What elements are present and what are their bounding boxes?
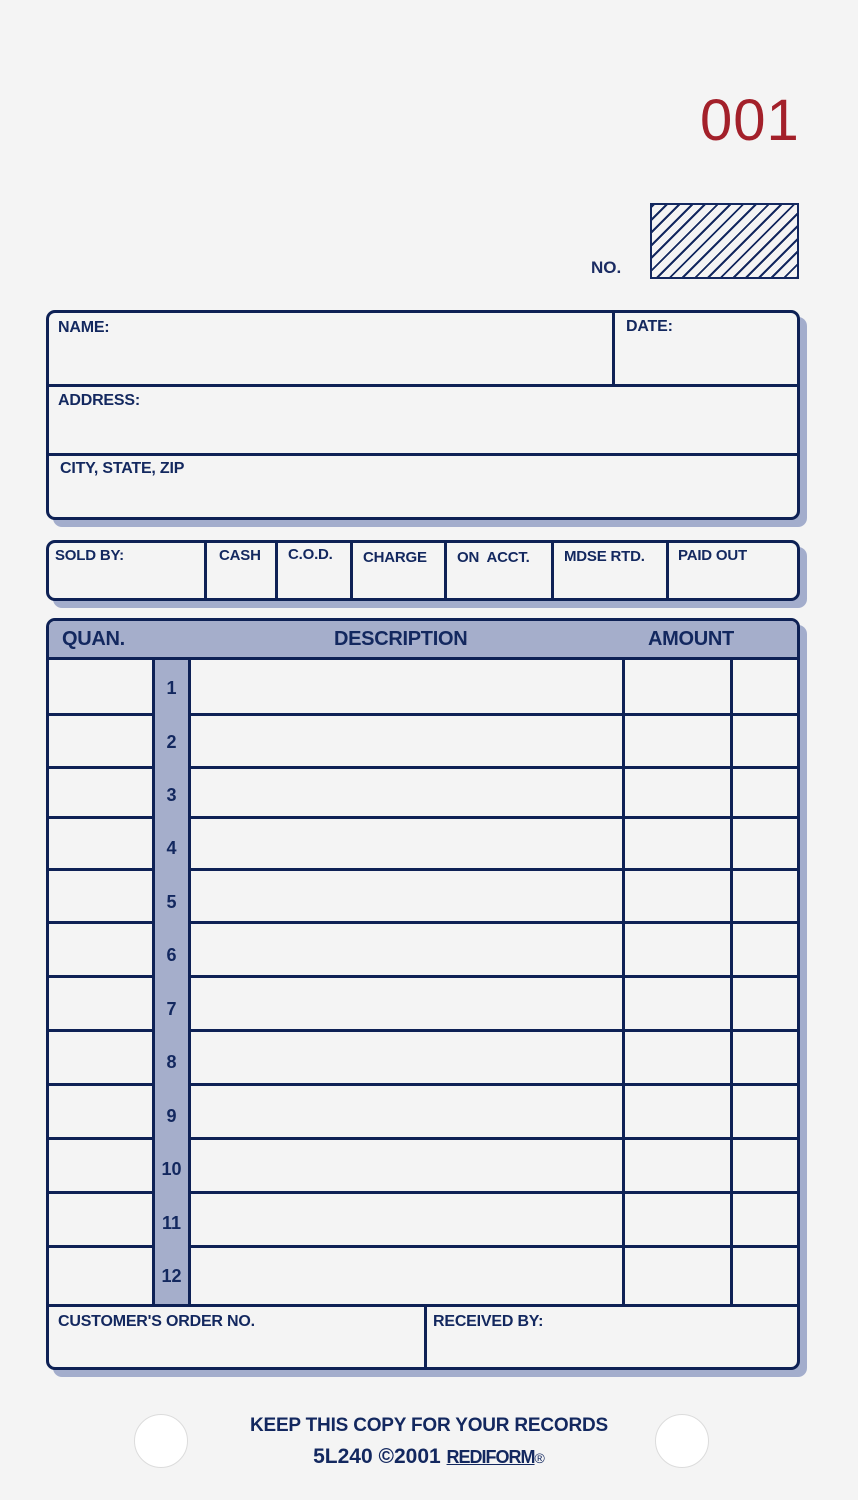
row-line — [49, 868, 152, 871]
table-header — [49, 621, 797, 660]
name-label: NAME: — [58, 319, 110, 336]
divider — [622, 660, 625, 1305]
row-line — [49, 1191, 152, 1194]
line-number: 3 — [166, 785, 177, 805]
row-line — [49, 975, 152, 978]
received-by-field[interactable] — [427, 1307, 797, 1367]
line-number: 11 — [161, 1213, 182, 1233]
received-by-label: RECEIVED BY: — [433, 1313, 544, 1330]
divider — [730, 660, 733, 1305]
row-line — [49, 1137, 152, 1140]
copyright: ©2001 — [378, 1445, 441, 1468]
hatched-box-icon — [650, 203, 799, 279]
keep-copy-notice: KEEP THIS COPY FOR YOUR RECORDS — [249, 1415, 609, 1436]
line-number: 9 — [166, 1106, 177, 1126]
on-account-label: ON ACCT. — [457, 549, 530, 566]
row-line — [191, 975, 797, 978]
brand-logo: REDIFORM — [446, 1447, 535, 1467]
city-state-zip-field[interactable] — [49, 456, 797, 517]
cod-label: C.O.D. — [288, 546, 333, 563]
row-line — [191, 1083, 797, 1086]
date-field[interactable] — [615, 313, 797, 385]
line-number: 4 — [166, 838, 177, 858]
row-line — [49, 713, 152, 716]
column-header-quantity: QUAN. — [62, 628, 125, 650]
cash-label: CASH — [219, 547, 261, 564]
sold-by-field[interactable] — [49, 543, 204, 598]
paid-out-label: PAID OUT — [678, 547, 747, 564]
row-line — [49, 766, 152, 769]
row-line — [49, 1083, 152, 1086]
payment-option-mdse-rtd[interactable] — [554, 543, 666, 598]
row-line — [191, 921, 797, 924]
customer-info-box — [46, 310, 800, 520]
column-header-amount: AMOUNT — [648, 628, 734, 650]
name-field[interactable] — [49, 313, 612, 385]
payment-option-cod[interactable] — [278, 543, 350, 598]
sold-by-label: SOLD BY: — [55, 547, 124, 564]
row-line — [191, 868, 797, 871]
customer-order-field[interactable] — [49, 1307, 424, 1367]
row-line — [49, 1029, 152, 1032]
address-label: ADDRESS: — [58, 392, 140, 409]
payment-option-charge[interactable] — [353, 543, 444, 598]
customer-order-label: CUSTOMER'S ORDER NO. — [58, 1313, 255, 1330]
row-line — [191, 1191, 797, 1194]
line-number: 8 — [166, 1052, 177, 1072]
number-label: NO. — [591, 258, 622, 277]
payment-option-paid-out[interactable] — [669, 543, 797, 598]
line-number: 5 — [166, 892, 177, 912]
row-line — [191, 1137, 797, 1140]
line-number: 2 — [166, 732, 177, 752]
charge-label: CHARGE — [363, 549, 427, 566]
form-imprint — [0, 1445, 858, 1469]
line-number: 12 — [161, 1266, 182, 1286]
row-line — [191, 766, 797, 769]
line-number: 7 — [166, 999, 177, 1019]
form-code: 5L240 — [313, 1445, 373, 1468]
line-number: 6 — [166, 945, 177, 965]
registered-mark: ® — [534, 1450, 545, 1466]
row-line — [191, 1029, 797, 1032]
items-table — [46, 618, 800, 1370]
date-label: DATE: — [626, 318, 673, 335]
row-line — [49, 921, 152, 924]
payment-option-cash[interactable] — [207, 543, 275, 598]
row-line — [49, 816, 152, 819]
line-number-column — [152, 660, 191, 1305]
mdse-rtd-label: MDSE RTD. — [564, 548, 645, 565]
payment-type-box — [46, 540, 800, 601]
payment-option-on-account[interactable] — [447, 543, 551, 598]
address-field[interactable] — [49, 387, 797, 453]
serial-number: 001 — [700, 88, 800, 153]
row-line — [49, 1245, 152, 1248]
row-line — [191, 713, 797, 716]
row-line — [191, 1245, 797, 1248]
line-number: 10 — [161, 1159, 182, 1179]
city-state-zip-label: CITY, STATE, ZIP — [60, 460, 185, 477]
column-header-description: DESCRIPTION — [334, 628, 468, 650]
line-number: 1 — [166, 678, 177, 698]
row-line — [191, 816, 797, 819]
